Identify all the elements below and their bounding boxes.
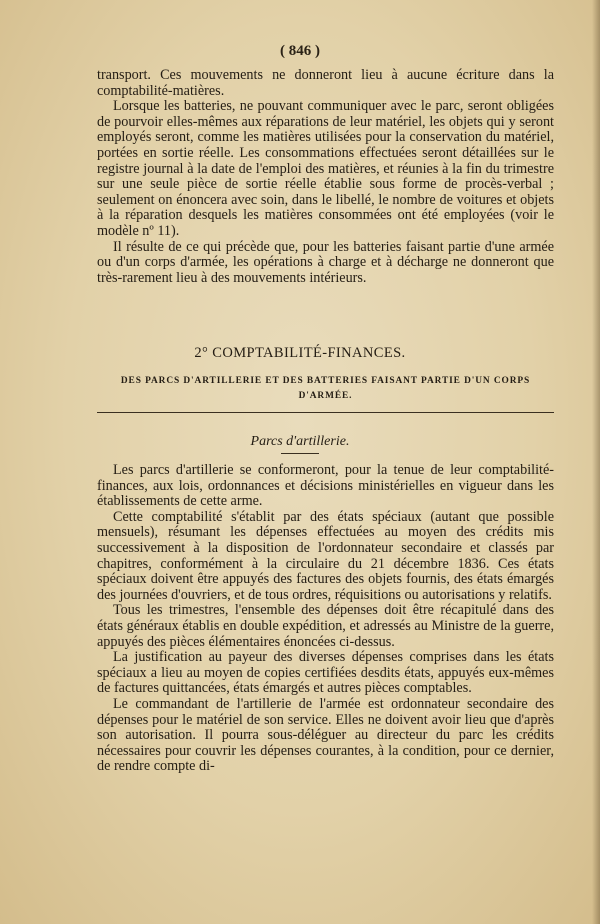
paragraph: Le commandant de l'artillerie de l'armée est ordonnateur secondaire des dépenses pour le matériel de son service. Elles ne doivent avoir lieu que d'après son autorisation. Il pourra sous-déléguer au directeur du parc les crédits nécessaires pour couvrir les dépenses courantes, à la condition, pour ce dernier, de rendre compte di- (97, 695, 554, 775)
page-edge-shadow (592, 0, 600, 924)
text-block-materiel (97, 68, 554, 286)
paragraph: Les parcs d'artillerie se conformeront, pour la tenue de leur comptabilité-finances, aux lois, ordonnances et décisions ministérielles en vigueur dans les établissements de cette arme. (97, 462, 554, 510)
page-number: ( 846 ) (280, 43, 320, 59)
paragraph: Cette comptabilité s'établit par des états spéciaux (autant que possible mensuels), résumant les dépenses effectuées au moyen des crédits mis successivement à la disposition de l'ordonnateur secondaire et classés par chapitres, conformément à la circulaire du 21 décembre 1836. Ces états spéciaux doivent être appuyés des factures des objets fournis, des états émargés des journées d'ouvriers, et de tous ordres, réquisitions ou autorisations y relatifs. (97, 508, 554, 603)
section-heading: 2° COMPTABILITÉ-FINANCES. (194, 345, 406, 361)
horizontal-rule (97, 412, 554, 413)
paragraph: transport. Ces mouvements ne donneront lieu à aucune écriture dans la comptabilité-matières. (97, 67, 554, 99)
paragraph: Tous les trimestres, l'ensemble des dépenses doit être récapitulé dans des états généraux établis en double expédition, et adressés au Ministre de la guerre, appuyés des pièces élémentaires énoncées ci-dessus. (97, 602, 554, 650)
text-block-parcs (97, 463, 554, 775)
paragraph: Lorsque les batteries, ne pouvant communiquer avec le parc, seront obligées de pourvoir elles-mêmes aux réparations de leur matériel, les objets qui y seront employés seront, comme les matières utilisées pour la conservation du matériel, portées en sortie réelle. Les consommations effectuées seront détaillées sur le registre journal à la date de l'emploi des matières, et réunies à la fin du trimestre sur une seule pièce de sortie réelle établie sous forme de procès-verbal ; seulement on énoncera avec soin, dans le libellé, le nombre de voitures et objets à la réparation desquels les matières consommées ont été employées (voir le modèle nº 11). (97, 98, 554, 239)
paragraph: Il résulte de ce qui précède que, pour les batteries faisant partie d'une armée ou d'un corps d'armée, les opérations à charge et à décharge ne donneront que très-rarement lieu à des mouvements intérieurs. (97, 238, 554, 286)
section-subheading: DES PARCS D'ARTILLERIE ET DES BATTERIES FAISANT PARTIE D'UN CORPS D'ARMÉE. (120, 376, 531, 401)
subsection-title: Parcs d'artillerie. (0, 434, 600, 454)
paragraph: La justification au payeur des diverses dépenses comprises dans les états spéciaux a lieu au moyen de copies certifiées desdits états, appuyés eux-mêmes de factures quittancées, états émargés et autres pièces comptables. (97, 649, 554, 697)
